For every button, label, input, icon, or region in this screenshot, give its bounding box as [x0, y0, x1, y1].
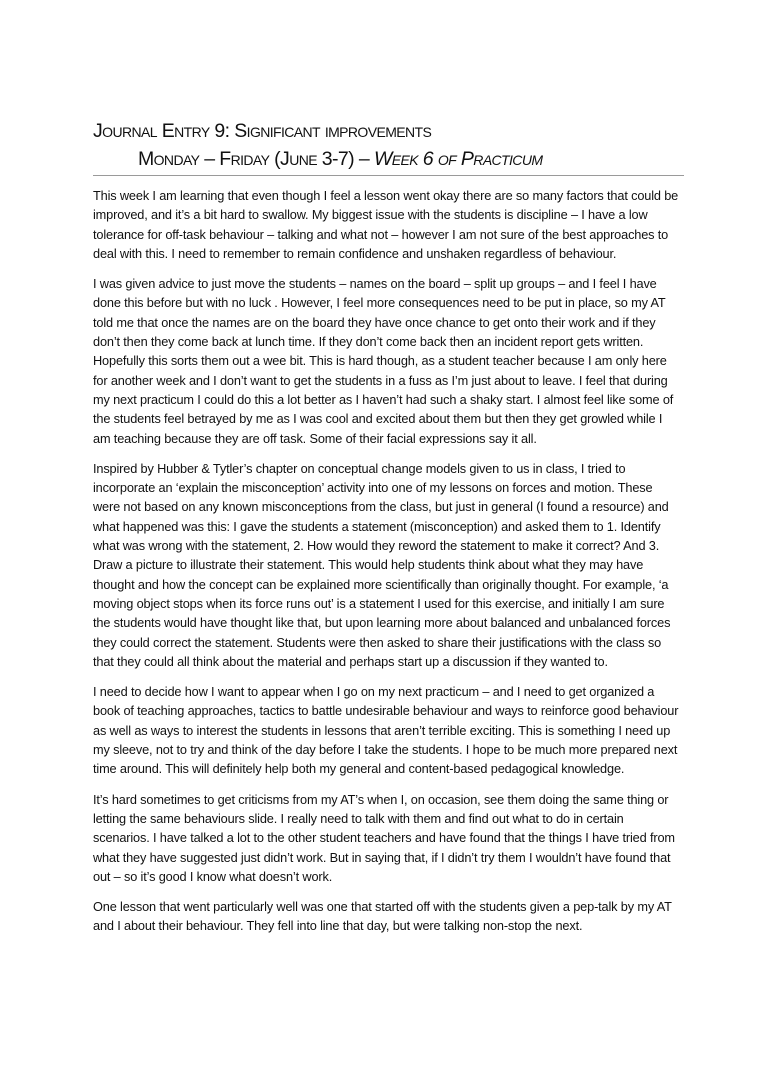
paragraph: This week I am learning that even though I feel a lesson went okay there are so many factors that could be improved, and it’s a bit hard to swallow. My biggest issue with the students is discipline – I have a low tolerance for off-task behaviour – talking and what not – however I am not sure of the best approaches to deal with this. I need to remember to remain confidence and unshaken regardless of behaviour. [93, 188, 679, 261]
paragraph: I was given advice to just move the students – names on the board – split up groups – and I feel I have done this before but with no luck . However, I feel more consequences need to be put in place, so my AT told me that once the names are on the board they have once chance to get onto their work and if they don’t then they come back at lunch time. If they don’t come back then an incident report gets written. Hopefully this sorts them out a wee bit. This is hard though, as a student teacher because I am only here for another week and I don’t want to get the students in a fuss as I’m just about to leave. I feel that during my next practicum I could do this a lot better as I haven’t had such a shaky start. I almost feel like some of the students feel betrayed by me as I was cool and excited about them but then they get growled while I am teaching because they are off task. Some of their facial expressions say it all. [93, 276, 674, 446]
subtitle-dates: Monday – Friday (June 3-7) – [138, 148, 374, 170]
journal-entry-title: Journal Entry 9: Significant improvements [93, 120, 432, 142]
paragraph: I need to decide how I want to appear when I go on my next practicum – and I need to get organized a book of teaching approaches, tactics to battle undesirable behaviour and ways to reinforce good behaviour as well as ways to interest the students in lessons that aren’t terrible exciting. This is something I need up my sleeve, not to try and think of the day before I take the students. I hope to be much more prepared next time around. This will definitely help both my general and content-based pedagogical knowledge. [93, 684, 679, 777]
subtitle-week: Week 6 of Practicum [373, 148, 543, 170]
heading-divider [93, 175, 684, 176]
paragraph: One lesson that went particularly well was one that started off with the students given a pep-talk by my AT and I about their behaviour. They fell into line that day, but were talking non-stop the next. [93, 899, 672, 934]
paragraph: It’s hard sometimes to get criticisms from my AT’s when I, on occasion, see them doing the same thing or letting the same behaviours slide. I really need to talk with them and find out what to do in certain scenarios. I have talked a lot to the other student teachers and have found that the things I have tried from what they have suggested just didn’t work. But in saying that, if I didn’t try them I wouldn’t have found that out – so it’s good I know what doesn’t work. [93, 791, 675, 884]
document-page [93, 118, 680, 947]
journal-entry-subtitle [93, 146, 680, 173]
paragraph: Inspired by Hubber & Tytler’s chapter on conceptual change models given to us in class, I tried to incorporate an ‘explain the misconception’ activity into one of my lessons on forces and motion. These were not based on any known misconceptions from the class, but just in general (I found a resource) and what happened was this: I gave the students a statement (misconception) and asked them to 1. Identify what was wrong with the statement, 2. How would they reword the statement to make it correct? And 3. Draw a picture to illustrate their statement. This would help students think about what they may have thought and how the concept can be explained more scientifically than originally thought. For example, ‘a moving object stops when its force runs out’ is a statement I used for this exercise, and initially I am sure the students would have thought like that, but upon learning more about balanced and unbalanced forces they could correct the statement. Students were then asked to share their justifications with the class so that they could all think about the material and perhaps start up a discussion if they wanted to. [93, 460, 671, 669]
